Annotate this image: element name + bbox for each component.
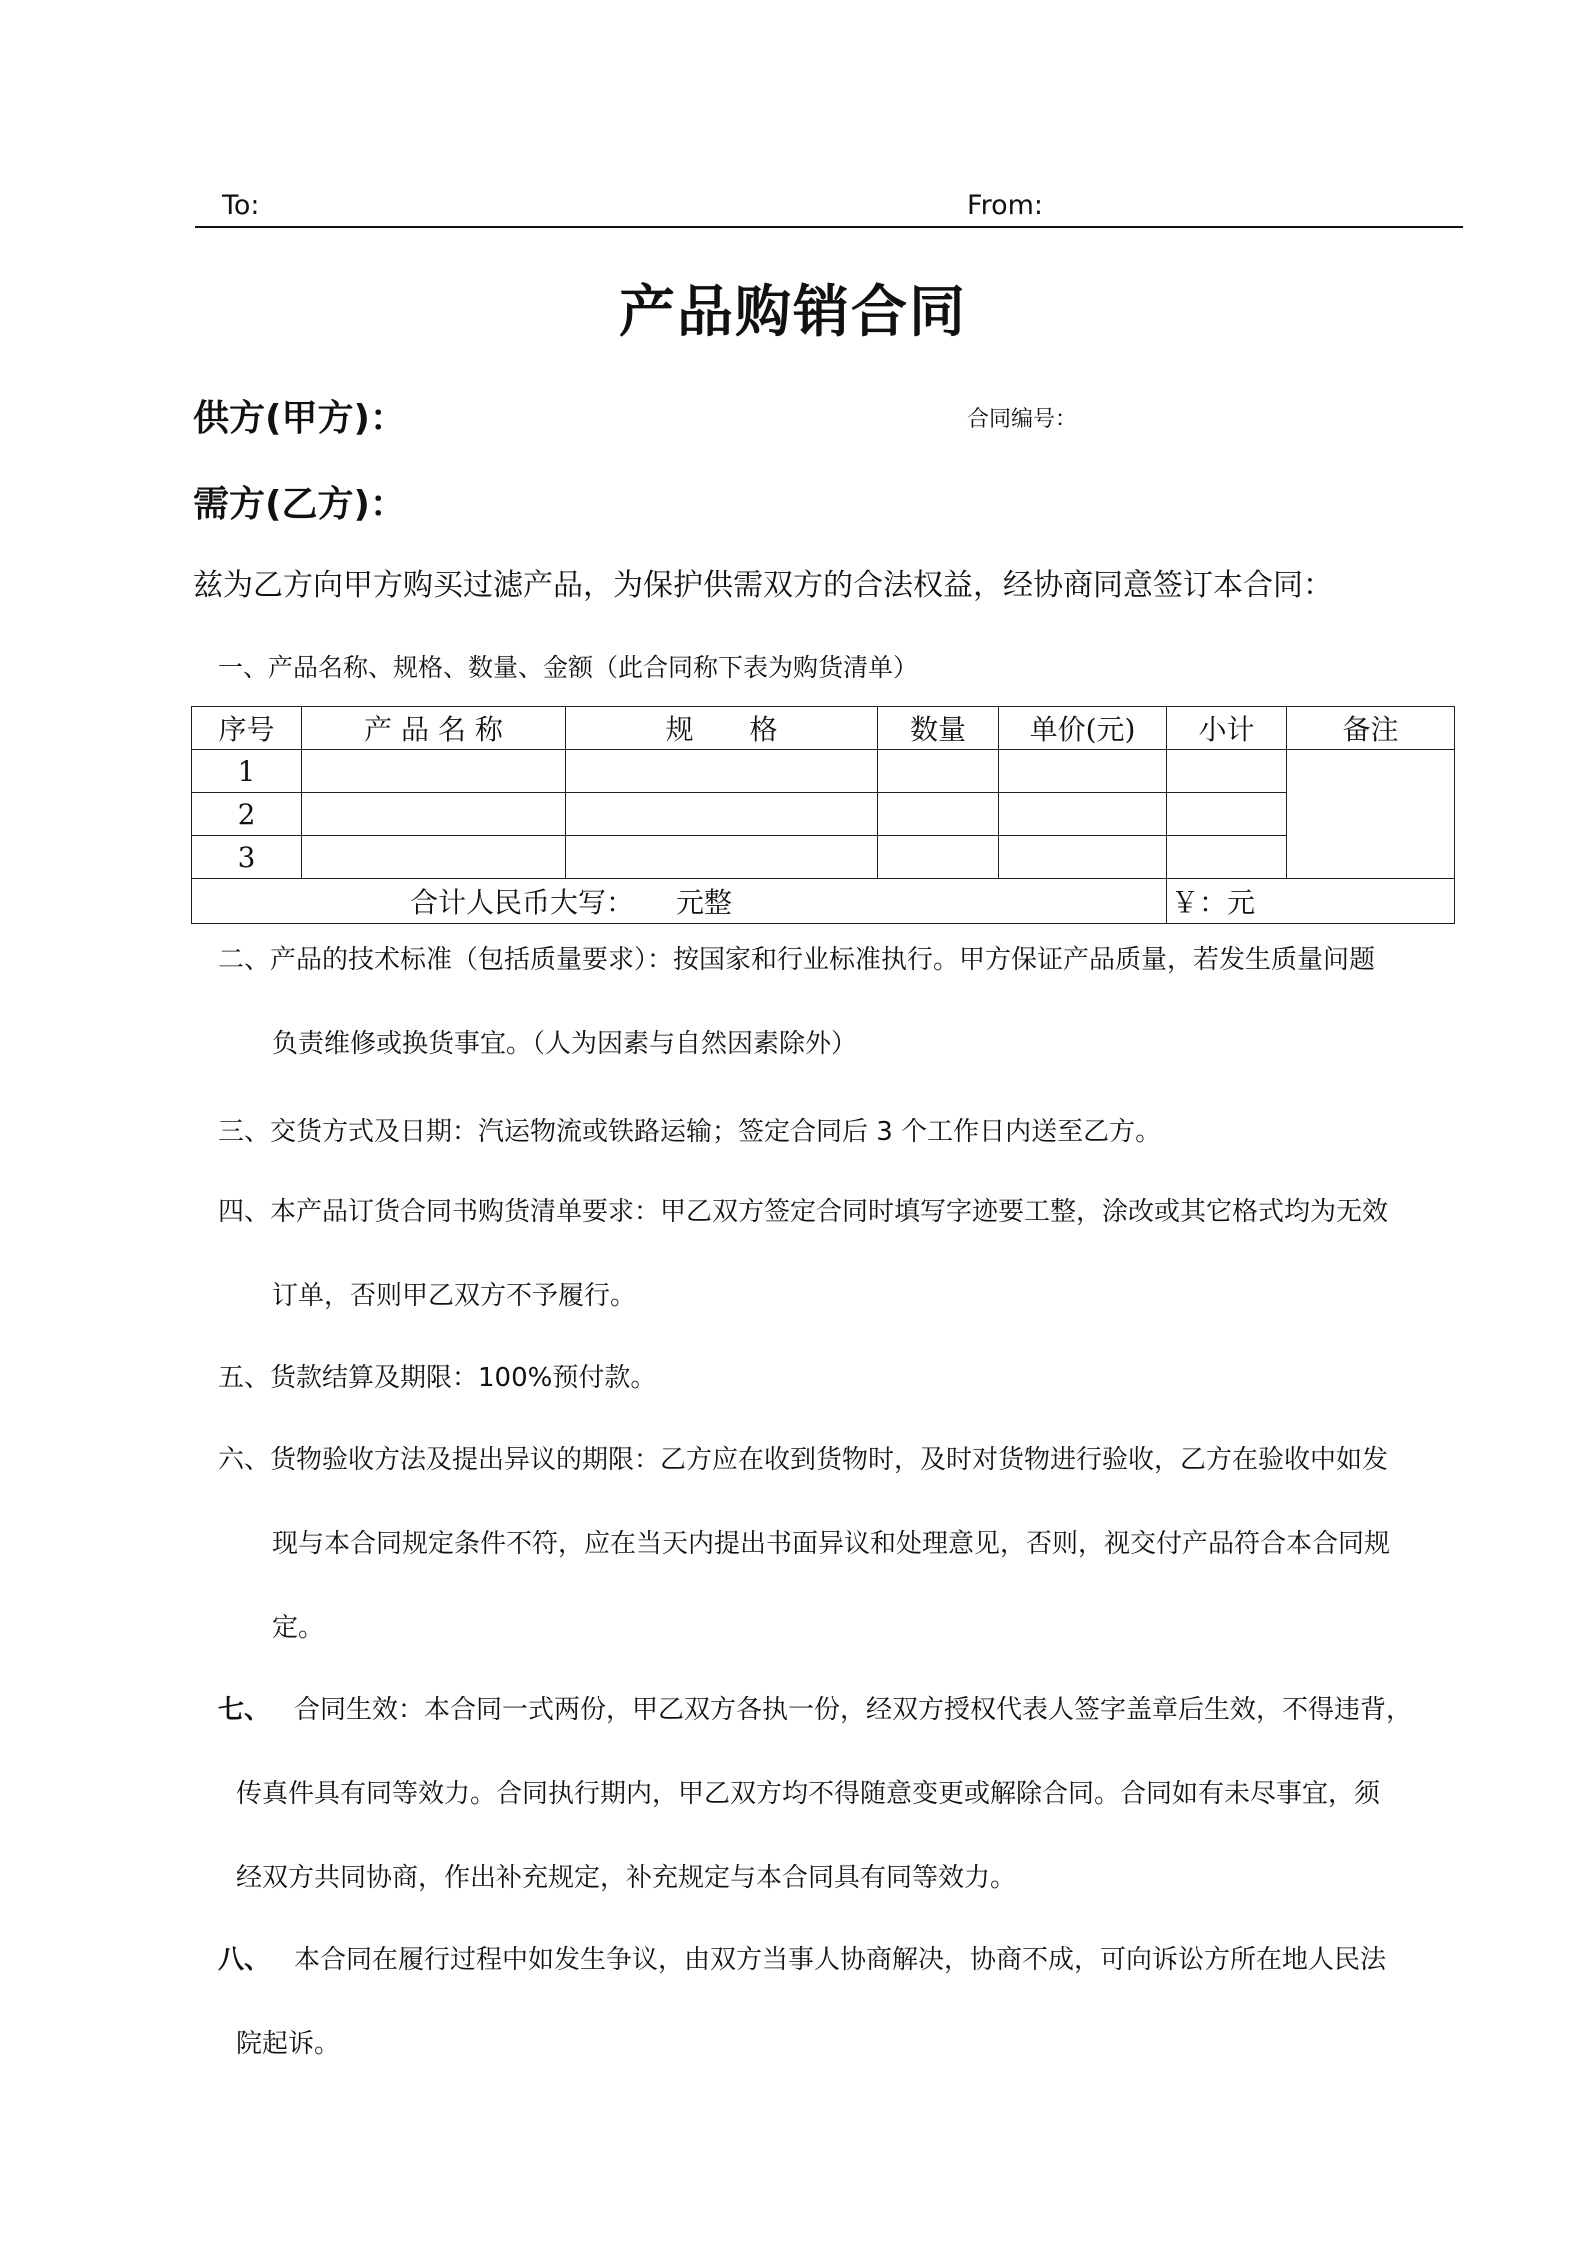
clause-7-line-1: 合同生效：本合同一式两份，甲乙双方各执一份，经双方授权代表人签字盖章后生效，不得违背， (294, 1695, 1413, 1725)
section1-title: 一、产品名称、规格、数量、金额（此合同称下表为购货清单） (218, 653, 919, 682)
table-row (192, 836, 1455, 879)
price-cell[interactable] (999, 836, 1167, 879)
total-yen-label: ￥：元 (1171, 886, 1256, 919)
table-total-row (192, 879, 1455, 924)
clause-8-line-1: 本合同在履行过程中如发生争议，由双方当事人协商解决，协商不成，可向诉讼方所在地人民法 (294, 1945, 1387, 1975)
clause-8-first-line (218, 1945, 1386, 1975)
clause-6-line-2: 现与本合同规定条件不符，应在当天内提出书面异议和处理意见，否则，视交付产品符合本合同规 (272, 1529, 1391, 1559)
clause-2 (218, 918, 1375, 1086)
clause-8-line-2: 院起诉。 (236, 2029, 341, 2059)
contract-number-label: 合同编号： (967, 407, 1078, 432)
price-cell[interactable] (999, 793, 1167, 836)
subtotal-cell[interactable] (1167, 793, 1287, 836)
clause-7-number: 七、 (218, 1695, 271, 1725)
total-unit: 元整 (676, 886, 733, 919)
clause-6-line-1: 六、货物验收方法及提出异议的期限：乙方应在收到货物时，及时对货物进行验收，乙方在验收中如发 (218, 1445, 1389, 1475)
clause-7-first-line (218, 1695, 1412, 1725)
col-header-remark: 备注 (1287, 707, 1455, 750)
col-header-product: 产 品 名 称 (302, 707, 566, 750)
purchase-list-table (191, 706, 1455, 924)
product-cell[interactable] (302, 793, 566, 836)
col-header-seq: 序号 (192, 707, 302, 750)
clause-8-number: 八、 (218, 1945, 271, 1975)
col-header-subtotal: 小计 (1167, 707, 1287, 750)
clause-4-line-1: 四、本产品订货合同书购货清单要求：甲乙双方签定合同时填写字迹要工整，涂改或其它格式均为无效 (218, 1197, 1389, 1227)
table-header-row (192, 707, 1455, 750)
qty-cell[interactable] (878, 836, 999, 879)
header-rule (195, 226, 1463, 228)
row-number: 1 (192, 750, 302, 793)
clause-3-line-1: 三、交货方式及日期：汽运物流或铁路运输；签定合同后 3 个工作日内送至乙方。 (218, 1117, 1162, 1147)
clause-2-line-1: 二、产品的技术标准（包括质量要求）：按国家和行业标准执行。甲方保证产品质量，若发生质量问题 (218, 945, 1376, 975)
clause-6 (218, 1418, 1390, 1670)
row-number: 3 (192, 836, 302, 879)
clause-4-line-2: 订单，否则甲乙双方不予履行。 (272, 1281, 637, 1311)
header-from-label: From: (967, 190, 1043, 221)
table-row (192, 750, 1455, 793)
col-header-qty: 数量 (878, 707, 999, 750)
spec-cell[interactable] (566, 750, 878, 793)
spec-cell[interactable] (566, 793, 878, 836)
qty-cell[interactable] (878, 750, 999, 793)
product-cell[interactable] (302, 750, 566, 793)
remark-cell[interactable] (1287, 750, 1455, 879)
clause-3 (218, 1090, 1161, 1174)
subtotal-cell[interactable] (1167, 750, 1287, 793)
clause-2-line-2: 负责维修或换货事宜。（人为因素与自然因素除外） (272, 1029, 858, 1059)
subtotal-cell[interactable] (1167, 836, 1287, 879)
clause-8 (218, 1918, 1386, 2086)
supplier-label: 供方(甲方)： (193, 398, 406, 439)
clause-6-line-3: 定。 (272, 1613, 325, 1643)
buyer-label: 需方(乙方)： (193, 484, 406, 525)
qty-cell[interactable] (878, 793, 999, 836)
spec-cell[interactable] (566, 836, 878, 879)
clause-5 (218, 1336, 656, 1420)
total-yen-cell (1167, 879, 1455, 924)
document-title: 产品购销合同 (619, 280, 967, 345)
table-row (192, 793, 1455, 836)
header-to-label: To: (222, 190, 260, 221)
price-cell[interactable] (999, 750, 1167, 793)
total-label: 合计人民币大写： (410, 886, 635, 919)
clause-7-line-2: 传真件具有同等效力。合同执行期内，甲乙双方均不得随意变更或解除合同。合同如有未尽事宜，须 (236, 1779, 1381, 1809)
col-header-spec: 规 格 (566, 707, 878, 750)
intro-paragraph: 兹为乙方向甲方购买过滤产品，为保护供需双方的合法权益，经协商同意签订本合同： (193, 568, 1333, 603)
clause-4 (218, 1170, 1388, 1338)
clause-7-line-3: 经双方共同协商，作出补充规定，补充规定与本合同具有同等效力。 (236, 1863, 1017, 1893)
col-header-price: 单价(元) (999, 707, 1167, 750)
product-cell[interactable] (302, 836, 566, 879)
clause-7 (218, 1668, 1412, 1920)
total-words-cell (192, 879, 1167, 924)
row-number: 2 (192, 793, 302, 836)
clause-5-line-1: 五、货款结算及期限：100%预付款。 (218, 1363, 657, 1393)
